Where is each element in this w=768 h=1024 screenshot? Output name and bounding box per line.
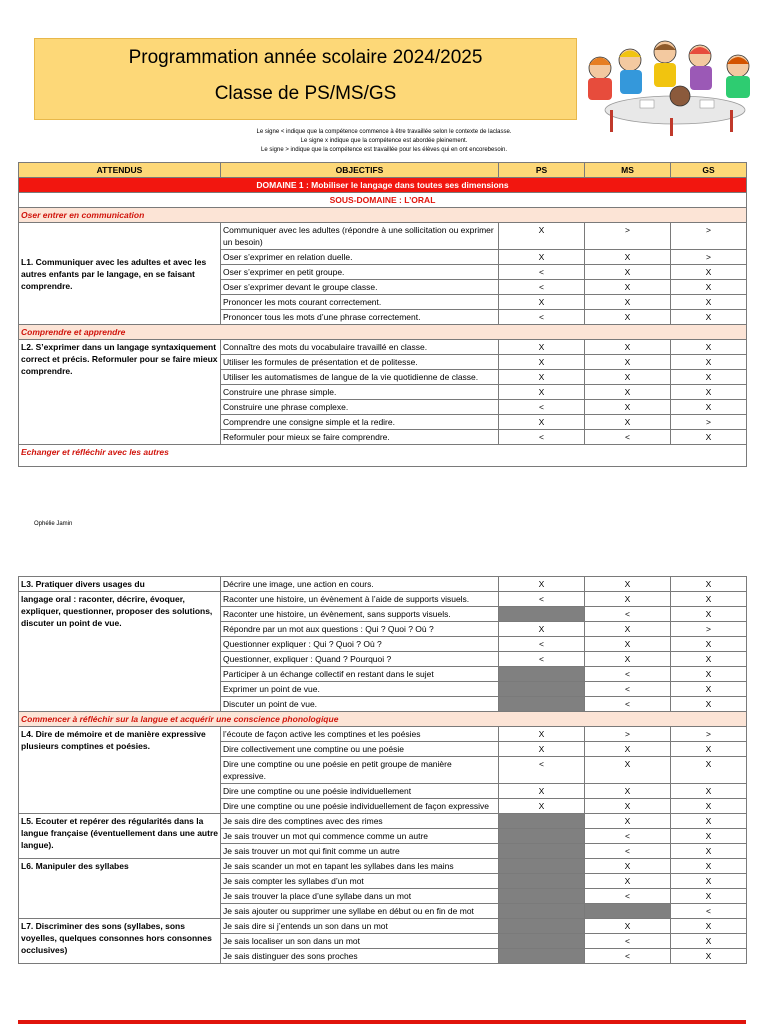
attendu-l3: L3. Pratiquer divers usages du xyxy=(19,577,221,592)
ps-cell-empty xyxy=(499,874,585,889)
ps-cell: X xyxy=(499,355,585,370)
objectif-cell: Prononcer les mots courant correctement. xyxy=(221,295,499,310)
ms-cell: X xyxy=(585,370,671,385)
ps-cell-empty xyxy=(499,949,585,964)
gs-cell: X xyxy=(671,949,747,964)
ps-cell: X xyxy=(499,742,585,757)
ps-cell: < xyxy=(499,592,585,607)
ms-cell: X xyxy=(585,280,671,295)
ms-cell: < xyxy=(585,697,671,712)
objectif-cell: Discuter un point de vue. xyxy=(221,697,499,712)
page-title: Programmation année scolaire 2024/2025 xyxy=(128,47,483,68)
gs-cell: > xyxy=(671,622,747,637)
objectif-cell: Dire une comptine ou une poésie en petit groupe de manière expressive. xyxy=(221,757,499,784)
children-illustration xyxy=(580,38,760,138)
objectif-cell: Je sais dire si j’entends un son dans un mot xyxy=(221,919,499,934)
ms-cell: < xyxy=(585,829,671,844)
attendu-l5: L5. Ecouter et repérer des régularités dans la langue française (éventuellement dans une autre langue). xyxy=(19,814,221,859)
attendu-l7: L7. Discriminer des sons (syllabes, sons voyelles, quelques consonnes hors consonnes occlusives) xyxy=(19,919,221,964)
header-objectifs: OBJECTIFS xyxy=(221,163,499,178)
objectif-cell: Oser s’exprimer en relation duelle. xyxy=(221,250,499,265)
subdomain-title: SOUS-DOMAINE : L’ORAL xyxy=(19,193,747,208)
ms-cell: X xyxy=(585,919,671,934)
objectif-cell: Je sais ajouter ou supprimer une syllabe en début ou en fin de mot xyxy=(221,904,499,919)
ms-cell: X xyxy=(585,577,671,592)
section-title: Echanger et réfléchir avec les autres xyxy=(19,445,747,467)
gs-cell: > xyxy=(671,727,747,742)
attendu-l3-cont: langage oral : raconter, décrire, évoquer, expliquer, questionner, proposer des solutions, discuter un point de vue. xyxy=(19,592,221,712)
objectif-cell: Je sais localiser un son dans un mot xyxy=(221,934,499,949)
header-ms: MS xyxy=(585,163,671,178)
objectif-cell: Construire une phrase simple. xyxy=(221,385,499,400)
ms-cell: < xyxy=(585,682,671,697)
ms-cell: X xyxy=(585,814,671,829)
ms-cell: < xyxy=(585,949,671,964)
ps-cell-empty xyxy=(499,682,585,697)
objectif-cell: Exprimer un point de vue. xyxy=(221,682,499,697)
ms-cell: < xyxy=(585,430,671,445)
ms-cell: < xyxy=(585,934,671,949)
gs-cell: X xyxy=(671,637,747,652)
ps-cell-empty xyxy=(499,889,585,904)
bottom-rule xyxy=(18,1020,746,1024)
ps-cell-empty xyxy=(499,844,585,859)
ms-cell: < xyxy=(585,889,671,904)
ps-cell: < xyxy=(499,757,585,784)
objectif-cell: Construire une phrase complexe. xyxy=(221,400,499,415)
gs-cell: > xyxy=(671,223,747,250)
ps-cell: X xyxy=(499,250,585,265)
objectif-cell: Oser s’exprimer en petit groupe. xyxy=(221,265,499,280)
ps-cell: < xyxy=(499,310,585,325)
ms-cell: > xyxy=(585,223,671,250)
ms-cell: X xyxy=(585,652,671,667)
objectif-cell: Je sais trouver la place d’une syllabe dans un mot xyxy=(221,889,499,904)
table-header xyxy=(19,163,747,178)
attendu-l6: L6. Manipuler des syllabes xyxy=(19,859,221,919)
ms-cell: X xyxy=(585,859,671,874)
gs-cell: > xyxy=(671,250,747,265)
gs-cell: X xyxy=(671,799,747,814)
author-name: Ophélie Jamin xyxy=(34,521,73,527)
objectif-cell: Dire une comptine ou une poésie individuellement xyxy=(221,784,499,799)
objectif-cell: Raconter une histoire, un évènement à l’aide de supports visuels. xyxy=(221,592,499,607)
ms-cell: X xyxy=(585,799,671,814)
attendu-l2: L2. S’exprimer dans un langage syntaxiquement correct et précis. Reformuler pour se faire mieux comprendre. xyxy=(19,340,221,445)
ps-cell: < xyxy=(499,652,585,667)
ps-cell: < xyxy=(499,265,585,280)
objectif-cell: Questionner expliquer : Qui ? Quoi ? Où ? xyxy=(221,637,499,652)
title-box xyxy=(34,38,577,120)
ms-cell: X xyxy=(585,637,671,652)
gs-cell: X xyxy=(671,385,747,400)
gs-cell: X xyxy=(671,577,747,592)
gs-cell: X xyxy=(671,280,747,295)
gs-cell: X xyxy=(671,265,747,280)
ms-cell: X xyxy=(585,874,671,889)
gs-cell: > xyxy=(671,415,747,430)
objectif-cell: Répondre par un mot aux questions : Qui ? Quoi ? Où ? xyxy=(221,622,499,637)
objectif-cell: Communiquer avec les adultes (répondre à une sollicitation ou exprimer un besoin) xyxy=(221,223,499,250)
objectif-cell: Reformuler pour mieux se faire comprendre. xyxy=(221,430,499,445)
ps-cell: X xyxy=(499,784,585,799)
table-row xyxy=(19,592,747,607)
program-table-page2 xyxy=(18,576,747,964)
ps-cell-empty xyxy=(499,829,585,844)
gs-cell: X xyxy=(671,355,747,370)
ps-cell: X xyxy=(499,385,585,400)
ms-cell: X xyxy=(585,295,671,310)
section-title: Commencer à réfléchir sur la langue et acquérir une conscience phonologique xyxy=(19,712,747,727)
gs-cell: X xyxy=(671,607,747,622)
objectif-cell: Questionner, expliquer : Quand ? Pourquoi ? xyxy=(221,652,499,667)
ps-cell-empty xyxy=(499,859,585,874)
ps-cell: X xyxy=(499,223,585,250)
gs-cell: X xyxy=(671,814,747,829)
ps-cell-empty xyxy=(499,697,585,712)
ps-cell: X xyxy=(499,295,585,310)
objectif-cell: Oser s’exprimer devant le groupe classe. xyxy=(221,280,499,295)
gs-cell: X xyxy=(671,295,747,310)
ms-cell: < xyxy=(585,607,671,622)
objectif-cell: Je sais dire des comptines avec des rimes xyxy=(221,814,499,829)
gs-cell: X xyxy=(671,667,747,682)
objectif-cell: Je sais trouver un mot qui commence comme un autre xyxy=(221,829,499,844)
gs-cell: X xyxy=(671,889,747,904)
page-subtitle: Classe de PS/MS/GS xyxy=(214,83,397,104)
gs-cell: X xyxy=(671,874,747,889)
gs-cell: X xyxy=(671,310,747,325)
objectif-cell: Prononcer tous les mots d’une phrase correctement. xyxy=(221,310,499,325)
gs-cell: X xyxy=(671,829,747,844)
table-row xyxy=(19,577,747,592)
objectif-cell: Je sais compter les syllabes d’un mot xyxy=(221,874,499,889)
objectif-cell: Connaître des mots du vocabulaire travaillé en classe. xyxy=(221,340,499,355)
section-title: Oser entrer en communication xyxy=(19,208,747,223)
ms-cell: > xyxy=(585,727,671,742)
objectif-cell: Comprendre une consigne simple et la redire. xyxy=(221,415,499,430)
ps-cell: < xyxy=(499,430,585,445)
table-row xyxy=(19,223,747,250)
ms-cell: X xyxy=(585,250,671,265)
header-attendus: ATTENDUS xyxy=(19,163,221,178)
ms-cell: X xyxy=(585,340,671,355)
gs-cell: X xyxy=(671,430,747,445)
gs-cell: X xyxy=(671,757,747,784)
objectif-cell: Dire collectivement une comptine ou une poésie xyxy=(221,742,499,757)
ps-cell-empty xyxy=(499,904,585,919)
gs-cell: X xyxy=(671,652,747,667)
gs-cell: X xyxy=(671,370,747,385)
gs-cell: X xyxy=(671,919,747,934)
ms-cell: X xyxy=(585,400,671,415)
header-ps: PS xyxy=(499,163,585,178)
ps-cell: < xyxy=(499,280,585,295)
table-row xyxy=(19,919,747,934)
objectif-cell: Utiliser les formules de présentation et de politesse. xyxy=(221,355,499,370)
gs-cell: X xyxy=(671,844,747,859)
ps-cell-empty xyxy=(499,667,585,682)
gs-cell: X xyxy=(671,934,747,949)
ms-cell: X xyxy=(585,757,671,784)
table-row xyxy=(19,340,747,355)
ms-cell: < xyxy=(585,844,671,859)
ms-cell: X xyxy=(585,592,671,607)
objectif-cell: Je sais distinguer des sons proches xyxy=(221,949,499,964)
ps-cell: < xyxy=(499,637,585,652)
gs-cell: X xyxy=(671,697,747,712)
attendu-l4: L4. Dire de mémoire et de manière expressive plusieurs comptines et poésies. xyxy=(19,727,221,814)
ms-cell: X xyxy=(585,415,671,430)
objectif-cell: l’écoute de façon active les comptines et les poésies xyxy=(221,727,499,742)
objectif-cell: Raconter une histoire, un évènement, sans supports visuels. xyxy=(221,607,499,622)
ms-cell: X xyxy=(585,310,671,325)
section-title: Comprendre et apprendre xyxy=(19,325,747,340)
program-table-page1 xyxy=(18,162,747,467)
gs-cell: X xyxy=(671,592,747,607)
ps-cell-empty xyxy=(499,919,585,934)
ps-cell: X xyxy=(499,415,585,430)
ps-cell-empty xyxy=(499,934,585,949)
gs-cell: X xyxy=(671,400,747,415)
objectif-cell: Dire une comptine ou une poésie individuellement de façon expressive xyxy=(221,799,499,814)
ms-cell: X xyxy=(585,355,671,370)
objectif-cell: Je sais trouver un mot qui finit comme un autre xyxy=(221,844,499,859)
table-row xyxy=(19,859,747,874)
attendu-l1: L1. Communiquer avec les adultes et avec les autres enfants par le langage, en se faisant comprendre. xyxy=(19,223,221,325)
objectif-cell: Participer à un échange collectif en restant dans le sujet xyxy=(221,667,499,682)
gs-cell: X xyxy=(671,340,747,355)
ms-cell-empty xyxy=(585,904,671,919)
ms-cell: X xyxy=(585,265,671,280)
ms-cell: X xyxy=(585,742,671,757)
ms-cell: X xyxy=(585,784,671,799)
ms-cell: X xyxy=(585,385,671,400)
gs-cell: X xyxy=(671,859,747,874)
ps-cell-empty xyxy=(499,607,585,622)
legend-line: Le signe < indique que la compétence commence à être travaillée selon le contexte de laclasse. xyxy=(256,129,512,135)
ps-cell: X xyxy=(499,340,585,355)
gs-cell: X xyxy=(671,742,747,757)
legend xyxy=(0,128,768,155)
table-row xyxy=(19,727,747,742)
ms-cell: X xyxy=(585,622,671,637)
ps-cell: X xyxy=(499,799,585,814)
ps-cell: X xyxy=(499,727,585,742)
objectif-cell: Utiliser les automatismes de langue de la vie quotidienne de classe. xyxy=(221,370,499,385)
gs-cell: X xyxy=(671,682,747,697)
header-gs: GS xyxy=(671,163,747,178)
ms-cell: < xyxy=(585,667,671,682)
gs-cell: X xyxy=(671,784,747,799)
ps-cell: X xyxy=(499,370,585,385)
domain-title: DOMAINE 1 : Mobiliser le langage dans toutes ses dimensions xyxy=(19,178,747,193)
legend-line: Le signe > indique que la compétence est travaillée pour les élèves qui en ont encorebesoin. xyxy=(261,147,507,153)
gs-cell: < xyxy=(671,904,747,919)
objectif-cell: Décrire une image, une action en cours. xyxy=(221,577,499,592)
objectif-cell: Je sais scander un mot en tapant les syllabes dans les mains xyxy=(221,859,499,874)
ps-cell: X xyxy=(499,622,585,637)
ps-cell-empty xyxy=(499,814,585,829)
table-row xyxy=(19,814,747,829)
legend-line: Le signe x indique que la compétence est abordée pleinement. xyxy=(300,138,468,144)
ps-cell: X xyxy=(499,577,585,592)
ps-cell: < xyxy=(499,400,585,415)
